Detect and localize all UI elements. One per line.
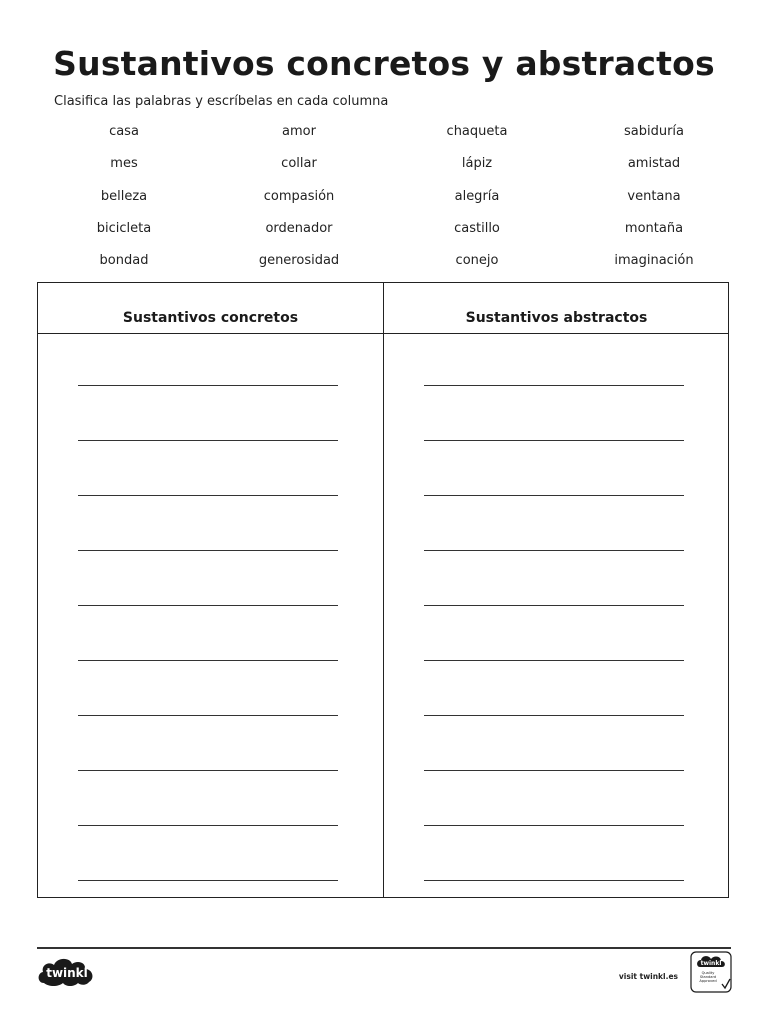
twinkl-logo xyxy=(36,953,98,989)
word-item: imaginación xyxy=(614,253,694,269)
answer-line-abstractos[interactable] xyxy=(424,385,684,386)
word-item: casa xyxy=(109,124,139,139)
classification-table xyxy=(37,282,729,898)
answer-line-concretos[interactable] xyxy=(78,385,338,386)
answer-line-concretos[interactable] xyxy=(78,550,338,551)
word-item: castillo xyxy=(454,220,500,236)
answer-line-abstractos[interactable] xyxy=(424,715,684,716)
answer-line-concretos[interactable] xyxy=(78,715,338,716)
word-item: montaña xyxy=(624,220,684,236)
answer-line-concretos[interactable] xyxy=(78,825,338,826)
word-item: sabiduría xyxy=(623,124,685,139)
column-divider xyxy=(383,283,384,897)
badge-text: twinkl xyxy=(700,960,722,967)
visit-link[interactable]: visit twinkl.es xyxy=(618,972,678,981)
answer-line-concretos[interactable] xyxy=(78,495,338,496)
footer-rule xyxy=(37,947,731,949)
word-item: chaqueta xyxy=(446,124,508,139)
word-item: ventana xyxy=(627,188,681,204)
word-item: alegría xyxy=(454,188,500,204)
page-title: Sustantivos concretos y abstractos xyxy=(53,44,715,83)
instruction-text: Clasifica las palabras y escríbelas en cada columna xyxy=(54,94,389,109)
header-abstractos: Sustantivos abstractos xyxy=(465,310,648,326)
word-item: generosidad xyxy=(258,253,340,269)
quality-badge xyxy=(690,951,732,993)
answer-line-abstractos[interactable] xyxy=(424,605,684,606)
answer-line-concretos[interactable] xyxy=(78,440,338,441)
word-item: bondad xyxy=(99,253,149,269)
answer-line-concretos[interactable] xyxy=(78,880,338,881)
word-item: amistad xyxy=(627,156,681,172)
word-item: collar xyxy=(281,156,317,172)
badge-caption: Quality Standard Approved xyxy=(699,971,717,984)
word-item: belleza xyxy=(100,188,148,204)
answer-line-abstractos[interactable] xyxy=(424,660,684,661)
logo-text: twinkl xyxy=(46,966,88,980)
answer-line-abstractos[interactable] xyxy=(424,770,684,771)
word-item: bicicleta xyxy=(96,220,152,236)
word-item: mes xyxy=(110,156,138,172)
word-item: amor xyxy=(282,124,316,139)
answer-line-abstractos[interactable] xyxy=(424,825,684,826)
answer-line-concretos[interactable] xyxy=(78,660,338,661)
word-item: lápiz xyxy=(461,156,493,172)
header-divider xyxy=(38,333,728,334)
header-concretos: Sustantivos concretos xyxy=(122,310,299,326)
word-item: conejo xyxy=(455,253,499,269)
word-item: compasión xyxy=(263,188,335,204)
answer-line-concretos[interactable] xyxy=(78,770,338,771)
answer-line-abstractos[interactable] xyxy=(424,880,684,881)
word-item: ordenador xyxy=(265,220,333,236)
answer-line-concretos[interactable] xyxy=(78,605,338,606)
answer-line-abstractos[interactable] xyxy=(424,550,684,551)
answer-line-abstractos[interactable] xyxy=(424,440,684,441)
answer-line-abstractos[interactable] xyxy=(424,495,684,496)
